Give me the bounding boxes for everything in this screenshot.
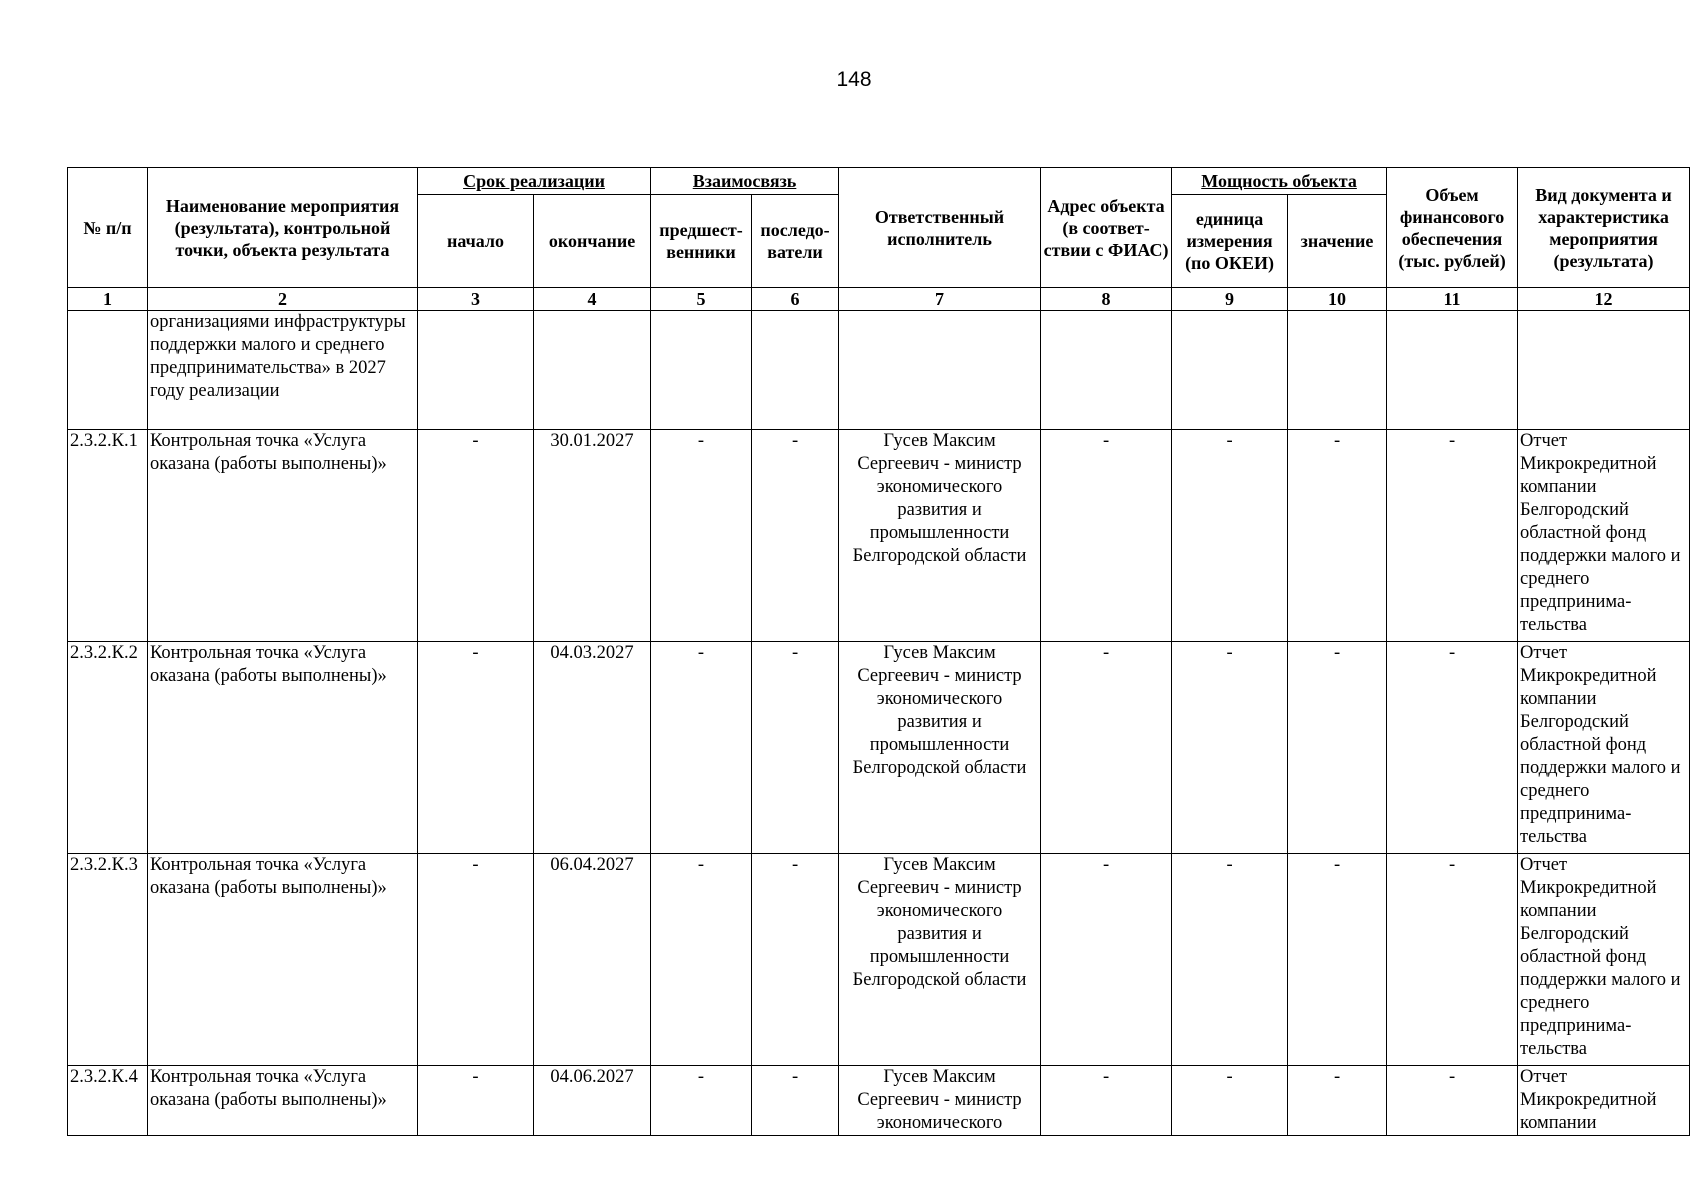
column-number: 8	[1041, 288, 1172, 311]
cell-value: -	[1288, 430, 1387, 642]
cell-num: 2.3.2.К.3	[68, 854, 148, 1066]
cell-empty	[752, 311, 839, 430]
cell-name: Контрольная точка «Услуга оказана (работы выполнены)»	[148, 854, 418, 1066]
table-row-continuation	[68, 311, 1690, 430]
table-row	[68, 1066, 1690, 1136]
cell-address: -	[1041, 1066, 1172, 1136]
cell-end: 04.06.2027	[534, 1066, 651, 1136]
cell-document: Отчет Микрокредитной компании Белгородский областной фонд поддержки малого и среднего предпринима-тельства	[1518, 642, 1690, 854]
cell-responsible: Гусев Максим Сергеевич - министр экономического	[839, 1066, 1041, 1136]
cell-value: -	[1288, 854, 1387, 1066]
cell-address: -	[1041, 430, 1172, 642]
cell-predecessors: -	[651, 642, 752, 854]
cell-address: -	[1041, 642, 1172, 854]
cell-unit: -	[1172, 854, 1288, 1066]
cell-end: 06.04.2027	[534, 854, 651, 1066]
header-volume: Объем финансового обеспечения (тыс. рублей)	[1387, 168, 1518, 288]
column-number: 6	[752, 288, 839, 311]
cell-empty	[1041, 311, 1172, 430]
header-group-link: Взаимосвязь	[651, 168, 839, 195]
cell-unit: -	[1172, 642, 1288, 854]
column-number: 9	[1172, 288, 1288, 311]
column-number: 7	[839, 288, 1041, 311]
cell-value: -	[1288, 1066, 1387, 1136]
cell-unit: -	[1172, 1066, 1288, 1136]
cell-responsible: Гусев Максим Сергеевич - министр экономического развития и промышленности Белгородской области	[839, 430, 1041, 642]
cell-document: Отчет Микрокредитной компании Белгородский областной фонд поддержки малого и среднего предпринима-тельства	[1518, 854, 1690, 1066]
cell-predecessors: -	[651, 854, 752, 1066]
column-number: 2	[148, 288, 418, 311]
column-number: 12	[1518, 288, 1690, 311]
cell-document: Отчет Микрокредитной компании	[1518, 1066, 1690, 1136]
header-responsible: Ответственный исполнитель	[839, 168, 1041, 288]
column-number: 5	[651, 288, 752, 311]
cell-predecessors: -	[651, 1066, 752, 1136]
cell-start: -	[418, 854, 534, 1066]
cell-empty	[1387, 311, 1518, 430]
table-row	[68, 854, 1690, 1066]
header-successors: последо-ватели	[752, 195, 839, 288]
cell-name: Контрольная точка «Услуга оказана (работы выполнены)»	[148, 642, 418, 854]
cell-num: 2.3.2.К.4	[68, 1066, 148, 1136]
cell-address: -	[1041, 854, 1172, 1066]
cell-volume: -	[1387, 642, 1518, 854]
cell-empty	[1288, 311, 1387, 430]
cell-volume: -	[1387, 430, 1518, 642]
header-end: окончание	[534, 195, 651, 288]
column-number: 10	[1288, 288, 1387, 311]
table-header	[68, 168, 1690, 311]
cell-empty	[1518, 311, 1690, 430]
cell-empty	[418, 311, 534, 430]
cell-name: Контрольная точка «Услуга оказана (работы выполнены)»	[148, 1066, 418, 1136]
table-row	[68, 642, 1690, 854]
cell-start: -	[418, 642, 534, 854]
cell-responsible: Гусев Максим Сергеевич - министр экономического развития и промышленности Белгородской области	[839, 642, 1041, 854]
cell-end: 04.03.2027	[534, 642, 651, 854]
cell-empty	[651, 311, 752, 430]
cell-empty	[534, 311, 651, 430]
cell-value: -	[1288, 642, 1387, 854]
cell-unit: -	[1172, 430, 1288, 642]
cell-num: 2.3.2.К.1	[68, 430, 148, 642]
cell-start: -	[418, 1066, 534, 1136]
header-predecessors: предшест-венники	[651, 195, 752, 288]
cell-name: Контрольная точка «Услуга оказана (работы выполнены)»	[148, 430, 418, 642]
table-row	[68, 430, 1690, 642]
column-number: 4	[534, 288, 651, 311]
header-group-term: Срок реализации	[418, 168, 651, 195]
cell-successors: -	[752, 642, 839, 854]
column-number: 3	[418, 288, 534, 311]
header-unit: единица измерения (по ОКЕИ)	[1172, 195, 1288, 288]
header-name: Наименование мероприятия (результата), контрольной точки, объекта результата	[148, 168, 418, 288]
cell-end: 30.01.2027	[534, 430, 651, 642]
cell-predecessors: -	[651, 430, 752, 642]
table-body	[68, 311, 1690, 1136]
header-document: Вид документа и характеристика мероприятия (результата)	[1518, 168, 1690, 288]
cell-volume: -	[1387, 854, 1518, 1066]
header-start: начало	[418, 195, 534, 288]
header-group-power: Мощность объекта	[1172, 168, 1387, 195]
header-num: № п/п	[68, 168, 148, 288]
cell-successors: -	[752, 430, 839, 642]
cell-start: -	[418, 430, 534, 642]
cell-empty	[839, 311, 1041, 430]
header-value: значение	[1288, 195, 1387, 288]
column-number: 11	[1387, 288, 1518, 311]
column-number: 1	[68, 288, 148, 311]
page-number: 148	[836, 68, 872, 91]
cell-successors: -	[752, 854, 839, 1066]
cell-volume: -	[1387, 1066, 1518, 1136]
cell-responsible: Гусев Максим Сергеевич - министр экономического развития и промышленности Белгородской области	[839, 854, 1041, 1066]
cell-num: 2.3.2.К.2	[68, 642, 148, 854]
cell-successors: -	[752, 1066, 839, 1136]
cell-num	[68, 311, 148, 430]
cell-document: Отчет Микрокредитной компании Белгородский областной фонд поддержки малого и среднего предпринима-тельства	[1518, 430, 1690, 642]
column-number-row	[68, 288, 1690, 311]
cell-name-continuation: организациями инфраструктуры поддержки малого и среднего предпринимательства» в 2027 году реализации	[148, 311, 418, 430]
cell-empty	[1172, 311, 1288, 430]
plan-table	[67, 167, 1690, 1136]
header-address: Адрес объекта (в соответ-ствии с ФИАС)	[1041, 168, 1172, 288]
